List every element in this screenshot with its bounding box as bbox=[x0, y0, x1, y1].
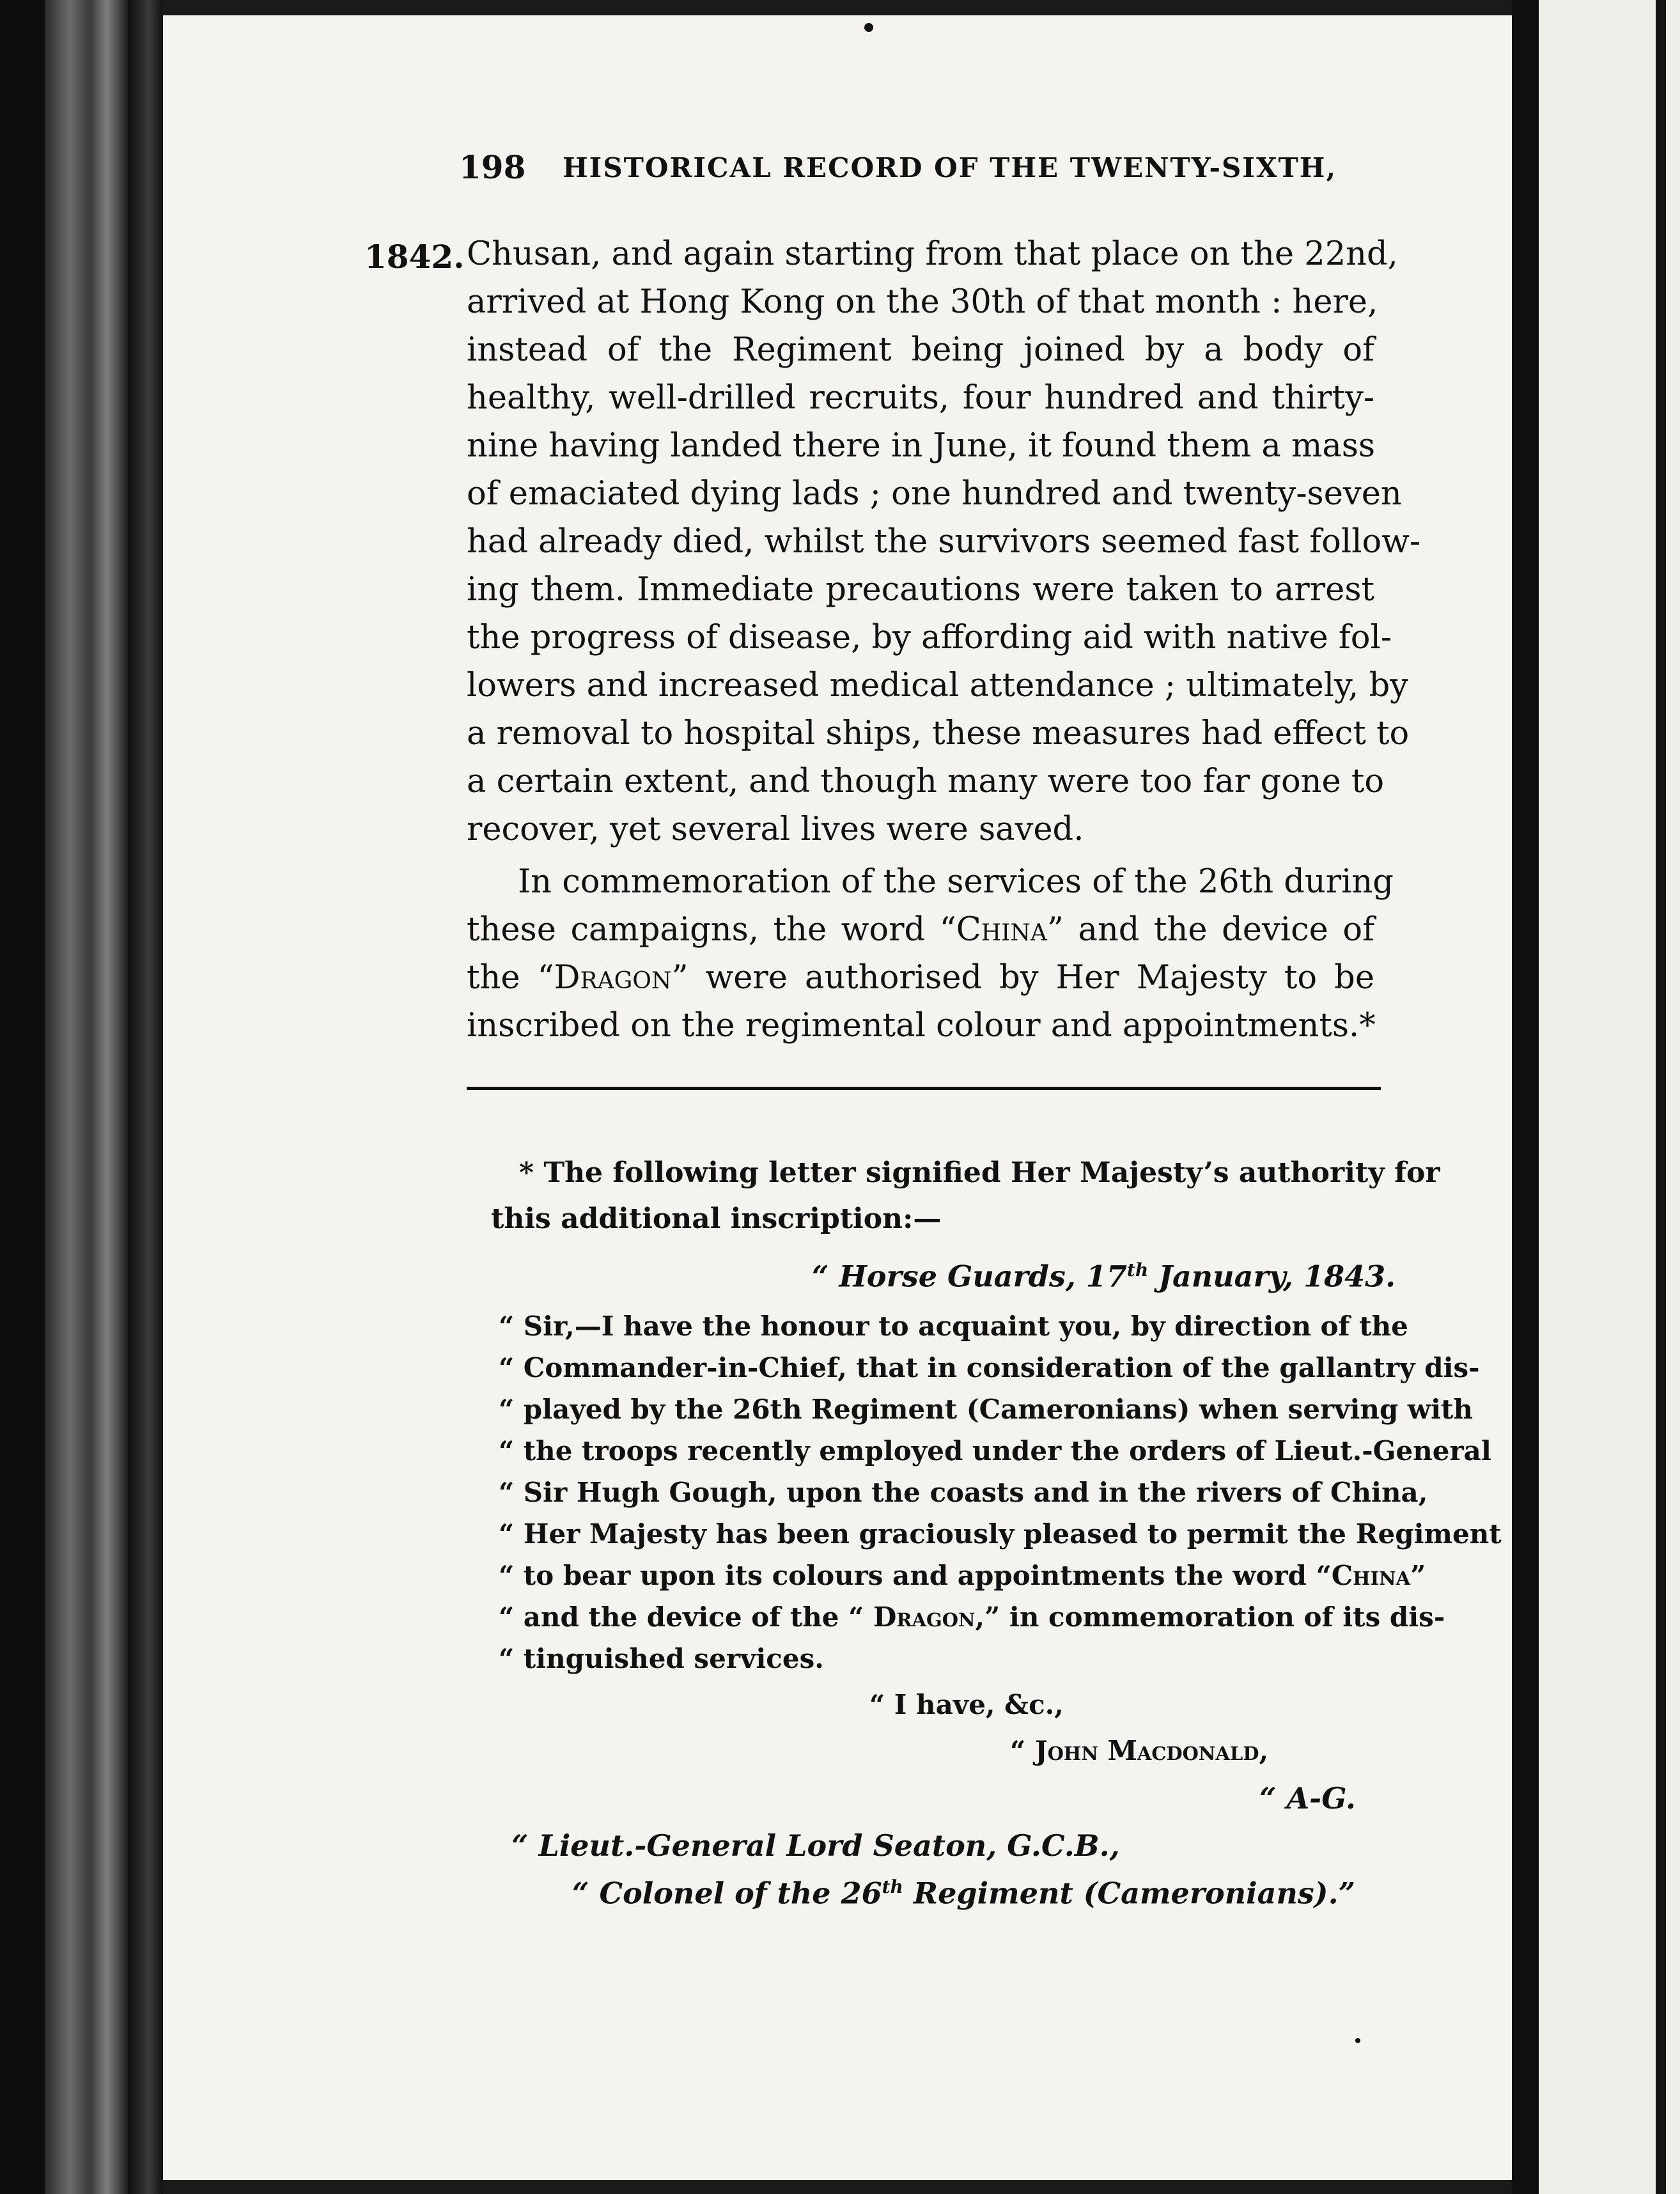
footnote-intro: * The following letter signified Her Majesty’s authority for bbox=[519, 1156, 1440, 1189]
body-line: instead of the Regiment being joined by a body of bbox=[467, 331, 1374, 369]
body-line: a removal to hospital ships, these measures had effect to bbox=[467, 715, 1410, 752]
body-line: had already died, whilst the survivors seemed fast follow- bbox=[467, 523, 1421, 561]
letter-dateline: “ Horse Guards, 17th January, 1843. bbox=[812, 1259, 1396, 1294]
footnote-intro: this additional inscription:— bbox=[491, 1202, 942, 1235]
body-line: these campaigns, the word “China” and the device of bbox=[467, 911, 1374, 949]
body-line: nine having landed there in June, it found them a mass bbox=[467, 427, 1376, 465]
body-line: recover, yet several lives were saved. bbox=[467, 811, 1084, 848]
body-line: lowers and increased medical attendance ; ultimately, by bbox=[467, 667, 1408, 704]
body-line: ing them. Immediate precautions were taken to arrest bbox=[467, 571, 1374, 609]
letter-line: “ Her Majesty has been graciously pleased to permit the Regiment bbox=[499, 1518, 1502, 1550]
margin-year: 1842. bbox=[364, 238, 465, 276]
letter-line: “ tinguished services. bbox=[499, 1643, 824, 1674]
letter-addressee: “ Colonel of the 26th Regiment (Cameronians).” bbox=[572, 1876, 1356, 1911]
body-line: healthy, well-drilled recruits, four hundred and thirty- bbox=[467, 379, 1374, 417]
right-page-edge bbox=[1512, 0, 1539, 2194]
letter-line: “ Sir,—I have the honour to acquaint you, by direction of the bbox=[499, 1311, 1408, 1342]
running-title: HISTORICAL RECORD OF THE TWENTY-SIXTH, bbox=[563, 152, 1337, 183]
body-line: of emaciated dying lads ; one hundred and twenty-seven bbox=[467, 475, 1402, 513]
signature-title: “ A-G. bbox=[1259, 1781, 1356, 1816]
body-line: the progress of disease, by affording aid with native fol- bbox=[467, 619, 1392, 657]
page-number: 198 bbox=[459, 148, 526, 186]
letter-line: “ Sir Hugh Gough, upon the coasts and in the rivers of China, bbox=[499, 1477, 1428, 1508]
letter-closing: “ I have, &c., bbox=[869, 1689, 1064, 1720]
body-line: a certain extent, and though many were too far gone to bbox=[467, 763, 1385, 800]
bottom-page-edge bbox=[163, 2180, 1512, 2194]
letter-line: “ the troops recently employed under the orders of Lieut.-General bbox=[499, 1435, 1491, 1467]
letter-addressee: “ Lieut.-General Lord Seaton, G.C.B., bbox=[511, 1828, 1120, 1863]
binding-shadow bbox=[128, 0, 163, 2194]
body-line: Chusan, and again starting from that place on the 22nd, bbox=[467, 235, 1398, 273]
page-stack-edge bbox=[45, 0, 128, 2194]
ink-speck bbox=[864, 23, 873, 32]
top-page-edge bbox=[163, 0, 1518, 15]
letter-signature: “ John Macdonald, bbox=[1010, 1735, 1269, 1766]
letter-line: “ played by the 26th Regiment (Cameronians) when serving with bbox=[499, 1394, 1473, 1425]
body-line: In commemoration of the services of the 26th during bbox=[518, 863, 1394, 901]
letter-line: “ to bear upon its colours and appointments the word “China” bbox=[499, 1560, 1426, 1591]
body-line: the “Dragon” were authorised by Her Majesty to be bbox=[467, 959, 1375, 997]
book-binding-edge bbox=[0, 0, 45, 2194]
ink-speck bbox=[1355, 2038, 1360, 2043]
letter-line: “ Commander-in-Chief, that in consideration of the gallantry dis- bbox=[499, 1352, 1480, 1383]
letter-line: “ and the device of the “ Dragon,” in commemoration of its dis- bbox=[499, 1601, 1445, 1633]
footnote-rule bbox=[467, 1087, 1381, 1090]
body-line: arrived at Hong Kong on the 30th of that month : here, bbox=[467, 283, 1378, 321]
next-page-edge bbox=[1656, 0, 1666, 2194]
body-line: inscribed on the regimental colour and appointments.* bbox=[467, 1007, 1376, 1045]
